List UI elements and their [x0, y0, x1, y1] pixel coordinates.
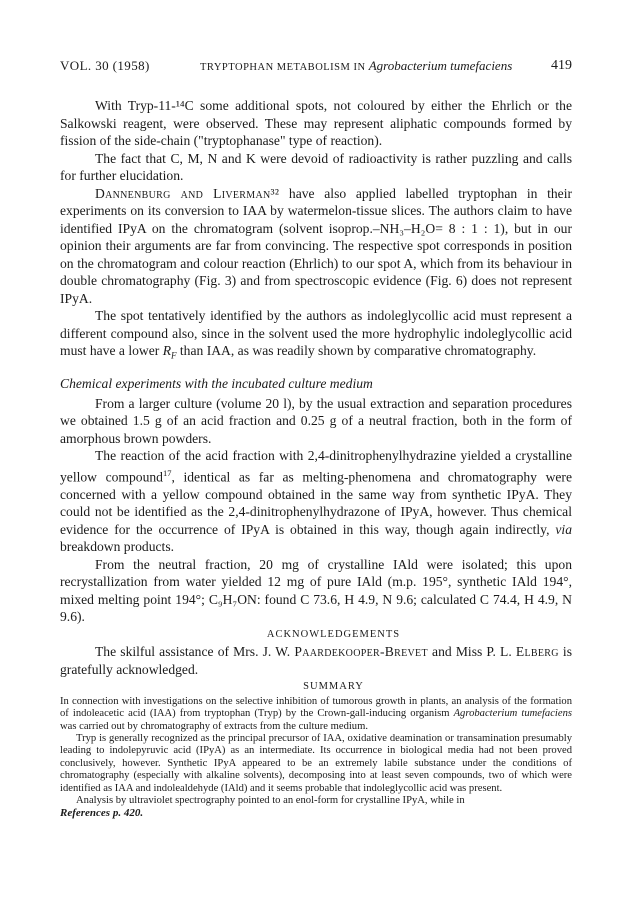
cited-authors: Dannenburg and Liverman³² — [95, 185, 280, 201]
organism-name: Agrobacterium tumefaciens — [453, 708, 572, 720]
summary-paragraph: Analysis by ultraviolet spectrography pointed to an enol-form for crystalline IPyA, while in — [76, 795, 465, 806]
summary-title: SUMMARY — [303, 681, 364, 693]
section-title: Chemical experiments with the incubated culture medium — [60, 376, 373, 392]
acknowledgements-title: ACKNOWLEDGEMENTS — [266, 628, 401, 640]
volume-label: VOL. 30 (1958) — [60, 58, 150, 73]
paragraph — [60, 447, 572, 556]
paragraph — [60, 307, 572, 365]
summary-text: was carried out by chromatography of extracts from the culture medium. — [60, 720, 368, 732]
paragraph-text: The reaction of the acid fraction with 2,4-dinitrophenylhydrazine yielded a crystalline yellow compound — [60, 448, 572, 485]
ack-text-part: The skilful assistance of Mrs. J. W. — [95, 644, 295, 660]
reference-mark: 17 — [162, 467, 172, 478]
paragraph — [60, 185, 572, 308]
paragraph: From a larger culture (volume 20 l), by the usual extraction and separation procedures we obtained 1.5 g of an acid fraction and 0.25 g of a neutral fraction, both in the form of amorphous brown powders. — [60, 395, 572, 446]
ack-name: Paardekooper-Brevet — [294, 644, 428, 660]
rf-subscript: F — [171, 350, 177, 361]
running-title-text: TRYPTOPHAN METABOLISM IN — [200, 62, 366, 73]
summary — [60, 696, 572, 820]
paragraph: The fact that C, M, N and K were devoid of radioactivity is rather puzzling and calls for further elucidation. — [60, 150, 572, 183]
page-number: 419 — [551, 58, 572, 73]
paragraph-text: The spot tentatively identified by the authors as indoleglycollic acid must represent a different compound also, since in the solvent used the more hydrophylic indoleglycollic acid must have a lower — [60, 308, 572, 358]
main-text — [60, 97, 572, 820]
rf-symbol: R — [162, 343, 171, 358]
ack-name: Elberg — [515, 644, 559, 660]
references-note: References p. 420. — [60, 807, 144, 820]
paragraph: From the neutral fraction, 20 mg of crystalline IAld were isolated; this upon recrystallization from water yielded 12 mg of pure IAld (m.p. 195°, synthetic IAld 194°, mixed melting point 194°; C₉H₇ON: found C 73.6, H 4.9, N 9.6; calculated C 74.4, H 4.9, N 9.6). — [60, 556, 572, 625]
running-header — [60, 58, 572, 78]
ack-text-part: is gratefully acknowledged. — [60, 644, 573, 677]
ack-text-part: and Miss P. L. — [427, 644, 516, 660]
italic-word: via — [555, 521, 572, 537]
paragraph-text: breakdown products. — [60, 539, 175, 555]
running-title — [200, 58, 512, 74]
paragraph-text: have also applied labelled tryptophan in their experiments on its conversion to IAA by watermelon-tissue slices. The authors claim to have identified IPyA on the chromatogram (solvent isoprop.–NH₃–H₂O= 8 : 1 : 1), but in our opinion their arguments are far from convincing. The respective spot corresponds in position on the chromatogram and colour reaction (Ehrlich) to our spot A, which from its behaviour in double chromatography (Fig. 3) and from spectroscopic evidence (Fig. 6) does not represent IPyA. — [60, 185, 572, 306]
summary-text: In connection with investigations on the selective inhibition of tumorous growth in plants, an analysis of the formation of indoleacetic acid (IAA) from tryptophan (Tryp) by the Crown-gall-inducing organism — [60, 695, 572, 720]
paragraph-text: than IAA, as was readily shown by comparative chromatography. — [176, 343, 537, 358]
paragraph-text: , identical as far as melting-phenomena and chromatography were concerned with a yellow compound obtained in the same way from synthetic IPyA. They could not be identified as the 2,4-dinitrophenylhydrazone of IPyA, however. Thus chemical evidence for the occurrence of IPyA is obtained in this way, though again indirectly, — [60, 469, 572, 537]
paragraph: With Tryp-11-¹⁴C some additional spots, not coloured by either the Ehrlich or the Salkowski reagent, were observed. These may represent aliphatic compounds formed by fission of the side-chain ("tryptophanase" type of reaction). — [60, 98, 572, 148]
acknowledgements-text — [60, 643, 572, 678]
summary-paragraph — [60, 696, 572, 733]
summary-paragraph: Tryp is generally recognized as the principal precursor of IAA, oxidative deamination or transamination presumably leading to indolepyruvic acid (IPyA) as an intermediate. Its occurrence in biological media had not been proved conclusively, however. Synthetic IPyA appeared to be an extremely labile substance under the conditions of chromatography (especially with alkaline solvents), decomposing into at least seven compounds, two of which were identified as IAA and indolealdehyde (IAld) and it seems probable that indoleglycollic acid was present. — [60, 732, 572, 794]
running-title-organism: Agrobacterium tumefaciens — [368, 58, 513, 73]
